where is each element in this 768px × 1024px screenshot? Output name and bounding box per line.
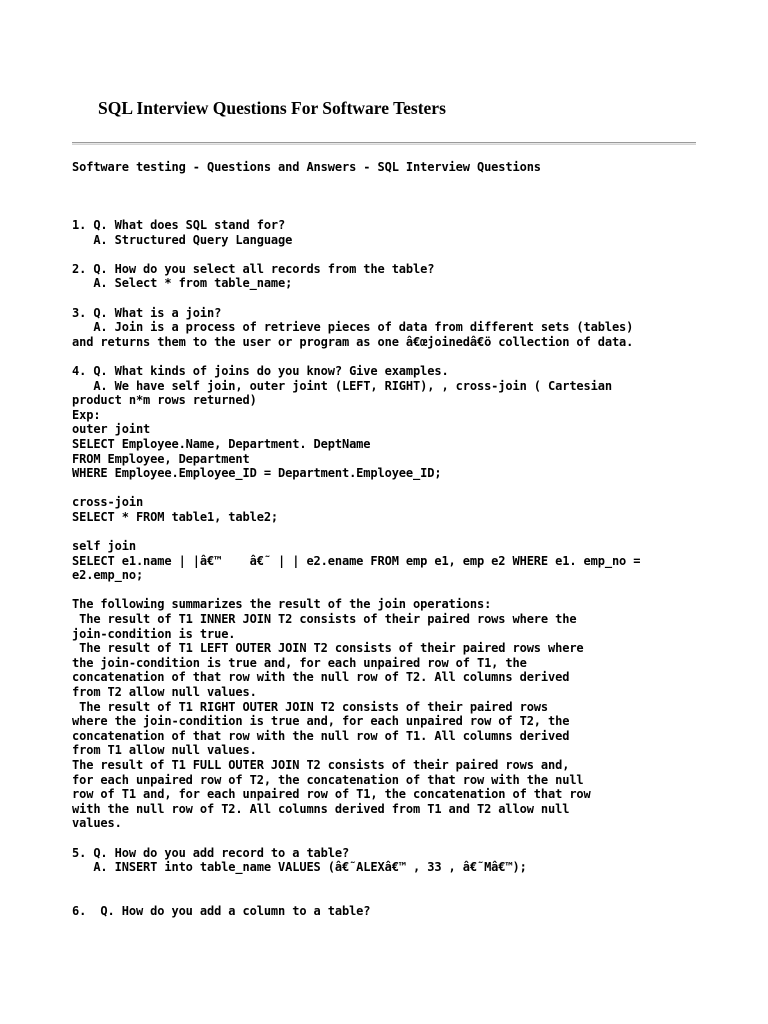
document-subtitle: Software testing - Questions and Answers - SQL Interview Questions xyxy=(72,160,541,174)
document-body: 1. Q. What does SQL stand for? A. Structured Query Language 2. Q. How do you select all records from the table? A. Select * from table_name; 3. Q. What is a join? A. Join is a process of retrieve pieces of data from different sets (tables) and returns them to the user or program as one â€œjoinedâ€ö collection of data. 4. Q. What kinds of joins do you know? Give examples. A. We have self join, outer joint (LEFT, RIGHT), , cross-join ( Cartesian product n*m rows returned) Exp: outer joint SELECT Employee.Name, Department. DeptName FROM Employee, Department WHERE Employee.Employee_ID = Department.Employee_ID; cross-join SELECT * FROM table1, table2; self join SELECT e1.name | |â€™ â€˜ | | e2.ename FROM emp e1, emp e2 WHERE e1. emp_no = e2.emp_no; The following summarizes the result of the join operations: The result of T1 INNER JOIN T2 consists of their paired rows where the join-condition is true. The result of T1 LEFT OUTER JOIN T2 consists of their paired rows where the join-condition is true and, for each unpaired row of T1, the concatenation of that row with the null row of T2. All columns derived from T2 allow null values. The result of T1 RIGHT OUTER JOIN T2 consists of their paired rows where the join-condition is true and, for each unpaired row of T2, the concatenation of that row with the null row of T1. All columns derived from T1 allow null values. The result of T1 FULL OUTER JOIN T2 consists of their paired rows and, for each unpaired row of T2, the concatenation of that row with the null row of T1 and, for each unpaired row of T1, the concatenation of that row with the null row of T2. All columns derived from T1 and T2 allow null values. 5. Q. How do you add record to a table? A. INSERT into table_name VALUES (â€˜ALEXâ€™ , 33 , â€˜Mâ€™); 6. Q. How do you add a column to a table? xyxy=(72,218,641,918)
document-title: SQL Interview Questions For Software Testers xyxy=(98,98,446,118)
title-divider xyxy=(72,142,696,145)
